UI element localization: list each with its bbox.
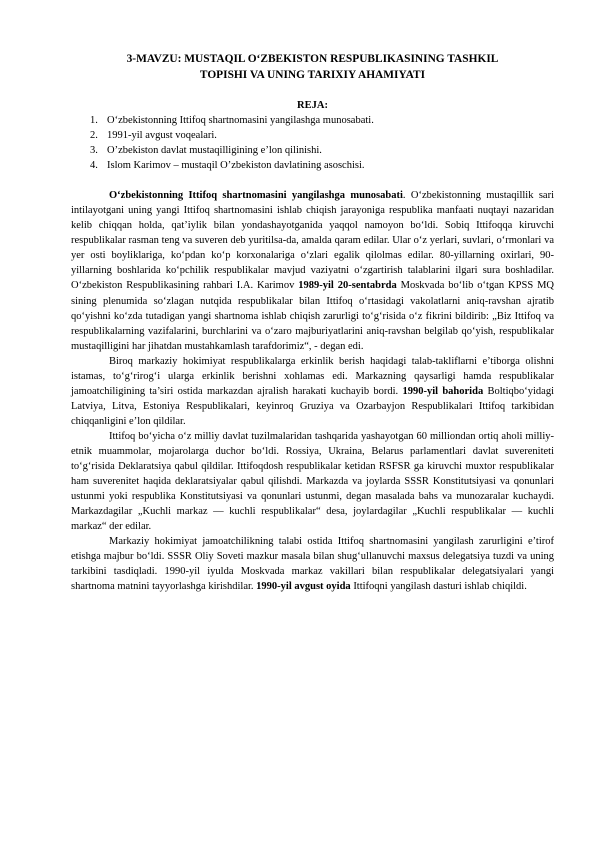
- paragraph-text: Boltiqbo‘yidagi Latviya, Litva, Estoniya Respublikalari, keyinroq Gruziya va Ozarbayjon Respublikalari Ittifoq tarkibidan chiqqanligini e’lon qildilar.: [71, 385, 554, 427]
- paragraph-text: . O‘zbekistonning mustaqillik sari intilayotgani uning yangi Ittifoq shartnomasini ishlab chiqish jarayoniga respublika manfaati nuqtayi nazaridan kelib chiqqan holda, qat’iylik bilan yondashayotganida yaqqol namoyon bo‘ldi. Sobiq Ittifoqqa kiruvchi respublikalar rasman teng va suveren deb yuritilsa-da, amalda qaram edilar. Ular o‘z yerlari, suvlari, o‘rmonlari va yer osti boyliklariga, ko‘pdan ko‘p korxonalariga o‘zlari egalik qilolmas edilar. 80-yillarning oxirlari, 90- yillarning boshlarida ko‘pchilik respublikalar mavjud vaziyatni o‘zgartirish talablarini ilgari sura boshladilar. O‘zbekiston Respublikasining rahbari I.A. Karimov: [71, 190, 554, 292]
- plan-item-number: 1.: [90, 115, 98, 126]
- date-highlight: 1990-yil bahorida: [402, 385, 484, 397]
- plan-list: [71, 113, 554, 173]
- title-line-2: TOPISHI VA UNING TARIXIY AHAMIYATI: [199, 68, 426, 81]
- plan-item: [90, 158, 554, 173]
- paragraph-text: Biroq markaziy hokimiyat respublikalarga erkinlik berish haqidagi talab-takliflarni e’tiborga olishni istamas, to‘g‘rirog‘i ularga erkinlik berishni xohlamas edi. Markazning qaysarligi hamda respublikalar jamoatchiligining ta’siri ostida markazdan ajralish harakati kuchayib bordi.: [71, 355, 554, 397]
- paragraph-text: Ittifoqni yangilash dasturi ishlab chiqildi.: [350, 581, 527, 593]
- plan-item: [90, 128, 554, 143]
- plan-item-text: O’zbekiston davlat mustaqilligining e’lon qilinishi.: [107, 145, 322, 157]
- paragraph: [71, 188, 554, 354]
- document-title: [71, 52, 554, 83]
- paragraph: [71, 354, 554, 429]
- plan-item-text: O‘zbekistonning Ittifoq shartnomasini yangilashga munosabati.: [107, 115, 374, 126]
- title-line-1: 3-MAVZU: MUSTAQIL O‘ZBEKISTON RESPUBLIKASINING TASHKIL: [126, 53, 499, 65]
- date-highlight: 1990-yil avgust oyida: [256, 581, 351, 593]
- date-highlight: 1989-yil 20-sentabrda: [298, 280, 397, 292]
- plan-item-text: Islom Karimov – mustaqil O’zbekiston davlatining asoschisi.: [107, 160, 365, 172]
- plan-item: [90, 113, 554, 128]
- paragraph: [71, 429, 554, 534]
- paragraph-heading: O‘zbekistonning Ittifoq shartnomasini yangilashga munosabati: [109, 190, 403, 202]
- paragraph: [71, 534, 554, 594]
- paragraph-text: Markaziy hokimiyat jamoatchilikning talabi ostida Ittifoq shartnomasini yangilash zarurligini e’tirof etishga majbur bo‘ldi. SSSR Oliy Soveti mazkur masala bilan shug‘ullanuvchi maxsus delegatsiya tuzdi va uning tarkibini tasdiqladi. 1990-yil iyulda Moskvada markaz vakillari bilan respublikalar delegatsiyalari yangi shartnoma matnini tayyorlashga kirishdilar.: [71, 536, 554, 593]
- plan-item-text: 1991-yil avgust voqealari.: [107, 130, 217, 142]
- paragraph-text: Moskvada bo‘lib o‘tgan KPSS MQ sining plenumida so‘zlagan nutqida respublikalar bilan Ittifoq o‘rtasidagi vakolatlarni aniq-ravshan ajratib qo‘yishni ko‘zda tutadigan yangi shartnoma ishlab chiqish zarurligi to‘g‘risida o‘z fikrini bildirib: „Biz Ittifoq va respublikalarning vazifalarini, burchlarini va o‘zaro majburiyatlarini aniq-ravshan belgilab qo‘yish, respublikalar mustaqilligini har jihatdan mustahkamlash tarafdorimiz“, - degan edi.: [71, 280, 555, 352]
- paragraph-text: Ittifoq bo‘yicha o‘z milliy davlat tuzilmalaridan tashqarida yashayotgan 60 milliondan ortiq aholi milliy-etnik muammolar, mojarolarga duchor bo‘ldi. Rossiya, Ukraina, Belarus parlamentlari davlat suvereniteti to‘g‘risida Deklaratsiya qabul qildilar. Ittifoqdosh respublikalar ketidan RSFSR ga kiruvchi muxtor respublikalar ham suverenitet haqida deklaratsiyalar qabul qilishdi. Markazda va joylarda SSSR Konstitutsiyasi va qonunlari ustunmi yoki respublika Konstitutsiyasi va qonunlari ustunmi, degan masalada bahs va munozaralar kuchaydi. Markazdagilar „Kuchli markaz — kuchli respublikalar“ desa, joylardagilar „Kuchli respublikalar — kuchli markaz“ der edilar.: [71, 430, 554, 533]
- plan-item-number: 2.: [90, 130, 98, 142]
- plan-item-number: 3.: [90, 145, 98, 157]
- plan-heading: REJA:: [297, 100, 328, 111]
- plan-item: [90, 143, 554, 158]
- plan-item-number: 4.: [90, 160, 98, 172]
